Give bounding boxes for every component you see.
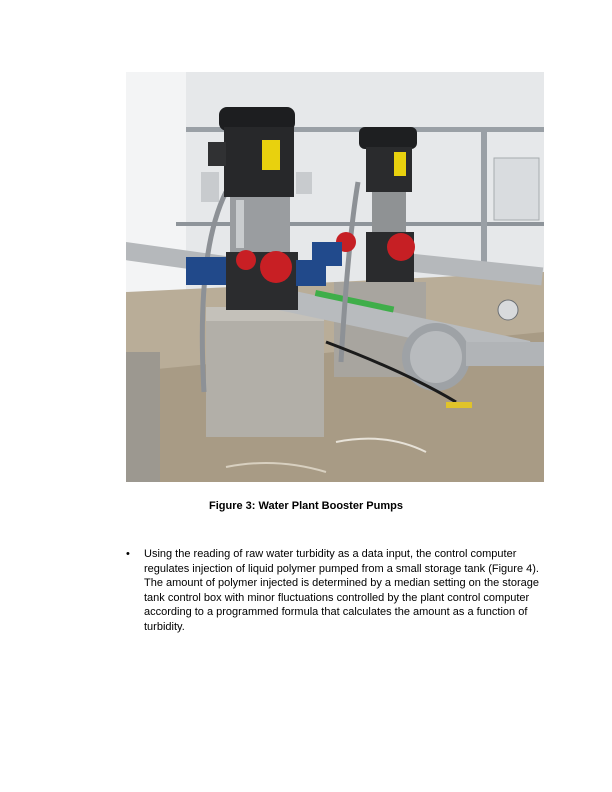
bullet-list (126, 547, 546, 635)
booster-pumps-photo (126, 72, 544, 482)
bullet-marker: • (126, 548, 130, 560)
figure-caption: Figure 3: Water Plant Booster Pumps (209, 500, 403, 512)
bullet-text: Using the reading of raw water turbidity as a data input, the control computer regulates injection of liquid polymer pumped from a small storage tank (Figure 4). The amount of polymer injected is determined by a median setting on the storage tank control box with minor fluctuations controlled by the plant control computer according to a programmed formula that calculates the amount as a function of turbidity. (144, 548, 540, 633)
list-item (126, 547, 546, 635)
